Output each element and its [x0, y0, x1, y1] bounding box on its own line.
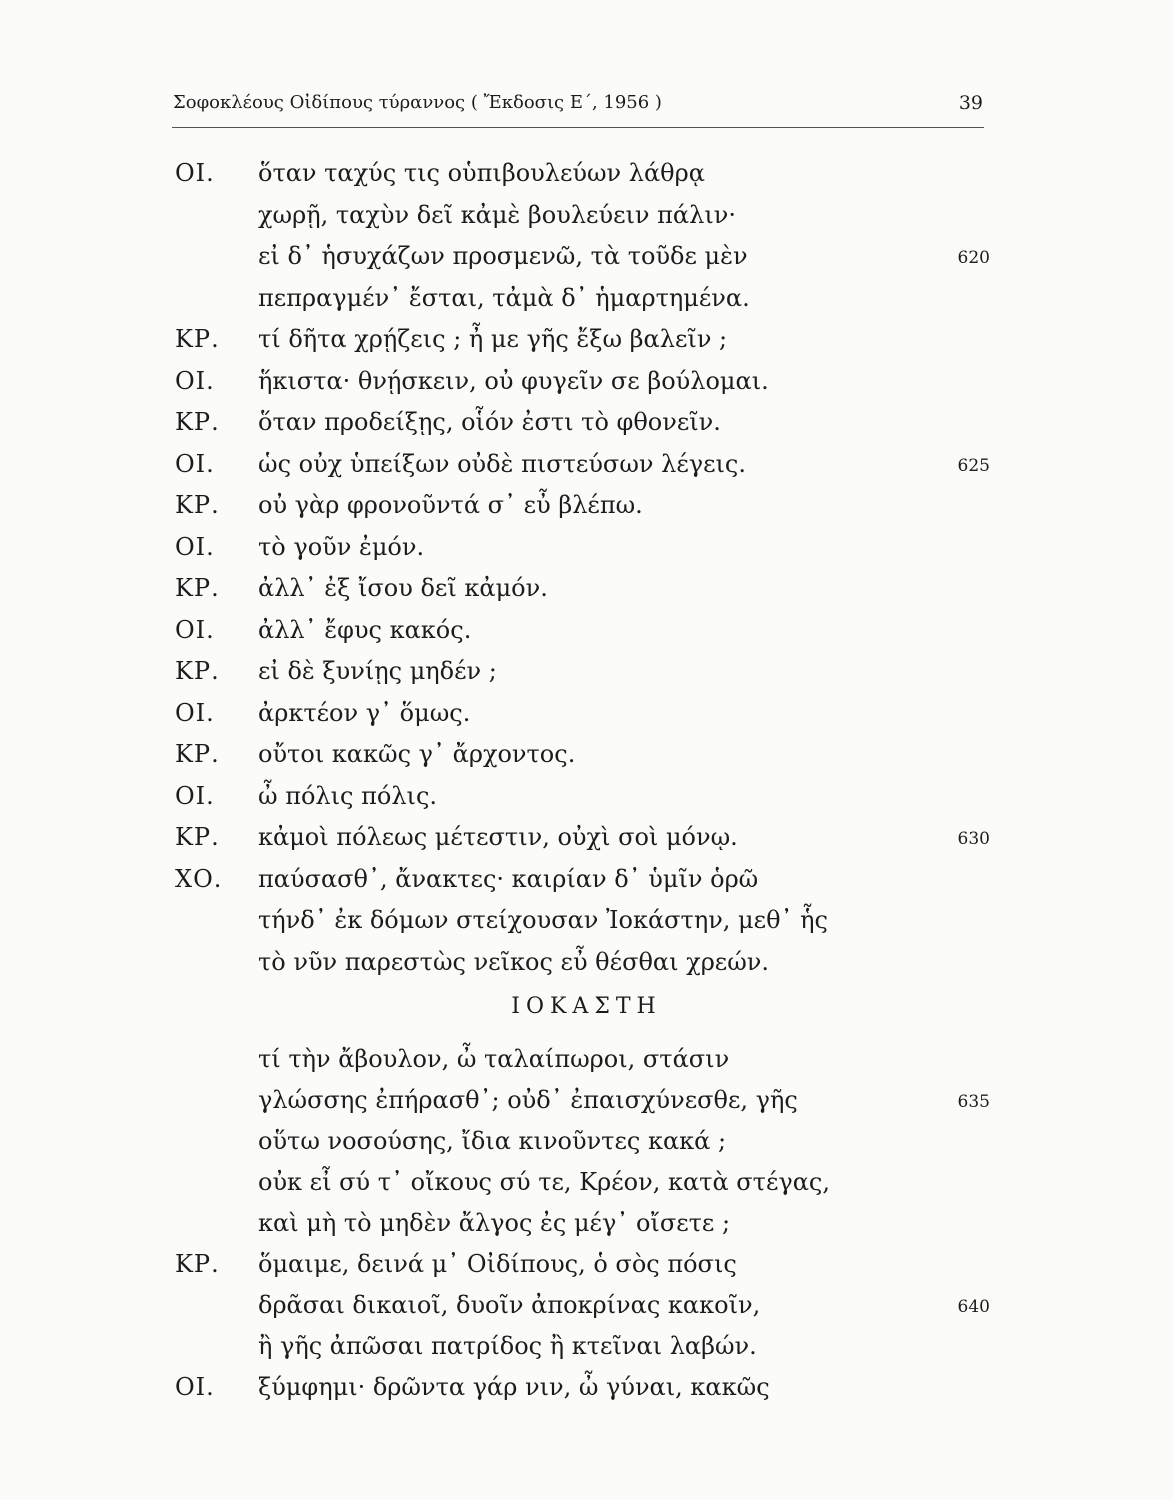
verse-line: [0, 363, 1173, 399]
verse-line: [0, 944, 1173, 980]
verse-line: [0, 778, 1173, 814]
verse-line: [0, 1369, 1173, 1405]
verse-line: [0, 1164, 1173, 1200]
speaker-label: ΚΡ.: [175, 823, 220, 851]
verse-text: τὸ νῦν παρεστὼς νεῖκος εὖ θέσθαι χρεών.: [258, 947, 770, 976]
speaker-label: ΚΡ.: [175, 574, 220, 602]
verse-text: ἀλλ᾽ ἔφυς κακός.: [258, 615, 472, 644]
verse-text: χωρῇ, ταχὺν δεῖ κἀμὲ βουλεύειν πάλιν·: [258, 200, 736, 229]
speaker-label: ΟΙ.: [175, 159, 215, 187]
verse-line: [0, 1123, 1173, 1159]
verse-text: οὐκ εἶ σύ τ᾽ οἴκους σύ τε, Κρέον, κατὰ στέγας,: [258, 1168, 830, 1196]
verse-text: κἀμοὶ πόλεως μέτεστιν, οὐχὶ σοὶ μόνῳ.: [258, 823, 738, 851]
line-number: 640: [957, 1297, 990, 1317]
verse-text: εἰ δ᾽ ἡσυχάζων προσμενῶ, τὰ τοῦδε μὲν: [258, 242, 748, 270]
verse-text: γλώσσης ἐπήρασθ᾽; οὐδ᾽ ἐπαισχύνεσθε, γῆς: [258, 1086, 798, 1114]
header-title: Σοφοκλέους Οἰδίπους τύραννος ( Ἔκδοσις Ε΄, 1956 ): [173, 92, 662, 113]
verse-text: εἰ δὲ ξυνίῃς μηδέν ;: [258, 657, 497, 685]
line-number: 620: [957, 248, 990, 268]
verse-text: ὡς οὐχ ὑπείξων οὐδὲ πιστεύσων λέγεις.: [258, 449, 747, 478]
verse-text: παύσασθ᾽, ἄνακτες· καιρίαν δ᾽ ὑμῖν ὁρῶ: [258, 864, 759, 893]
verse-line: [0, 1246, 1173, 1282]
verse-text: οὐ γὰρ φρονοῦντά σ᾽ εὖ βλέπω.: [258, 491, 643, 519]
verse-line: [0, 653, 1173, 689]
line-number: 625: [957, 455, 990, 476]
verse-line: [0, 321, 1173, 357]
speaker-label: ΧΟ.: [175, 864, 223, 893]
verse-text: καὶ μὴ τὸ μηδὲν ἄλγος ἐς μέγ᾽ οἴσετε ;: [258, 1209, 731, 1237]
verse-line: [0, 819, 1173, 855]
verse-line: [0, 404, 1173, 440]
speaker-label: ΟΙ.: [175, 1373, 215, 1401]
speaker-label: ΟΙ.: [175, 781, 215, 810]
line-number: 635: [957, 1092, 990, 1112]
speaker-label: ΟΙ.: [175, 698, 215, 727]
verse-line: [0, 529, 1173, 565]
verse-text: ἀλλ᾽ ἐξ ἴσου δεῖ κἀμόν.: [258, 574, 548, 602]
verse-line: [0, 487, 1173, 523]
verse-text: ὅταν προδείξῃς, οἷόν ἐστι τὸ φθονεῖν.: [258, 408, 721, 436]
page-number: 39: [958, 92, 983, 114]
verse-line: [0, 446, 1173, 482]
verse-text: τήνδ᾽ ἐκ δόμων στείχουσαν Ἰοκάστην, μεθ᾽ ἧς: [258, 906, 828, 934]
header-rule: [172, 127, 984, 128]
speaker-label: ΚΡ.: [175, 491, 220, 519]
verse-text: ἀρκτέον γ᾽ ὅμως.: [258, 698, 471, 727]
line-number: 630: [957, 829, 990, 849]
verse-text: τί δῆτα χρῄζεις ; ἦ με γῆς ἔξω βαλεῖν ;: [258, 325, 728, 353]
verse-text: ξύμφημι· δρῶντα γάρ νιν, ὦ γύναι, κακῶς: [258, 1373, 770, 1401]
verse-text: οὕτω νοσούσης, ἴδια κινοῦντες κακά ;: [258, 1127, 727, 1155]
verse-text: ἢ γῆς ἀπῶσαι πατρίδος ἢ κτεῖναι λαβών.: [258, 1332, 757, 1360]
speaker-label: ΚΡ.: [175, 657, 220, 685]
verse-line: [0, 155, 1173, 191]
verse-line: [0, 1082, 1173, 1118]
speaker-label: ΟΙ.: [175, 532, 215, 561]
verse-line: [0, 902, 1173, 938]
verse-line: [0, 1287, 1173, 1323]
verse-line: [0, 197, 1173, 233]
speaker-label: ΚΡ.: [175, 1250, 220, 1278]
running-header: [173, 92, 983, 122]
verse-text: οὔτοι κακῶς γ᾽ ἄρχοντος.: [258, 740, 576, 768]
verse-line: [0, 1041, 1173, 1077]
verse-text: πεπραγμέν᾽ ἔσται, τἀμὰ δ᾽ ἡμαρτημένα.: [258, 283, 750, 312]
verse-line: [0, 861, 1173, 897]
verse-text: τὸ γοῦν ἐμόν.: [258, 532, 425, 561]
verse-text: ὅταν ταχύς τις οὑπιβουλεύων λάθρᾳ: [258, 159, 705, 187]
verse-line: [0, 612, 1173, 648]
verse-line: [0, 280, 1173, 316]
speaker-label: ΟΙ.: [175, 615, 215, 644]
speaker-label: ΚΡ.: [175, 740, 220, 768]
verse-text: ἥκιστα· θνῄσκειν, οὐ φυγεῖν σε βούλομαι.: [258, 366, 769, 395]
verse-line: [0, 1328, 1173, 1364]
speaker-label: ΟΙ.: [175, 366, 215, 395]
verse-text: τί τὴν ἄβουλον, ὦ ταλαίπωροι, στάσιν: [258, 1045, 730, 1073]
verse-line: [0, 736, 1173, 772]
verse-line: [0, 570, 1173, 606]
speaker-label: ΟΙ.: [175, 449, 215, 478]
verse-line: [0, 1205, 1173, 1241]
verse-text: ὦ πόλις πόλις.: [258, 781, 438, 810]
verse-line: [0, 695, 1173, 731]
speaker-heading: ΙΟΚΑΣΤΗ: [511, 994, 662, 1019]
verse-text: δρᾶσαι δικαιοῖ, δυοῖν ἀποκρίνας κακοῖν,: [258, 1291, 761, 1319]
verse-line: [0, 238, 1173, 274]
speaker-label: ΚΡ.: [175, 325, 220, 353]
verse-text: ὅμαιμε, δεινά μ᾽ Οἰδίπους, ὁ σὸς πόσις: [258, 1250, 737, 1278]
speaker-label: ΚΡ.: [175, 408, 220, 436]
